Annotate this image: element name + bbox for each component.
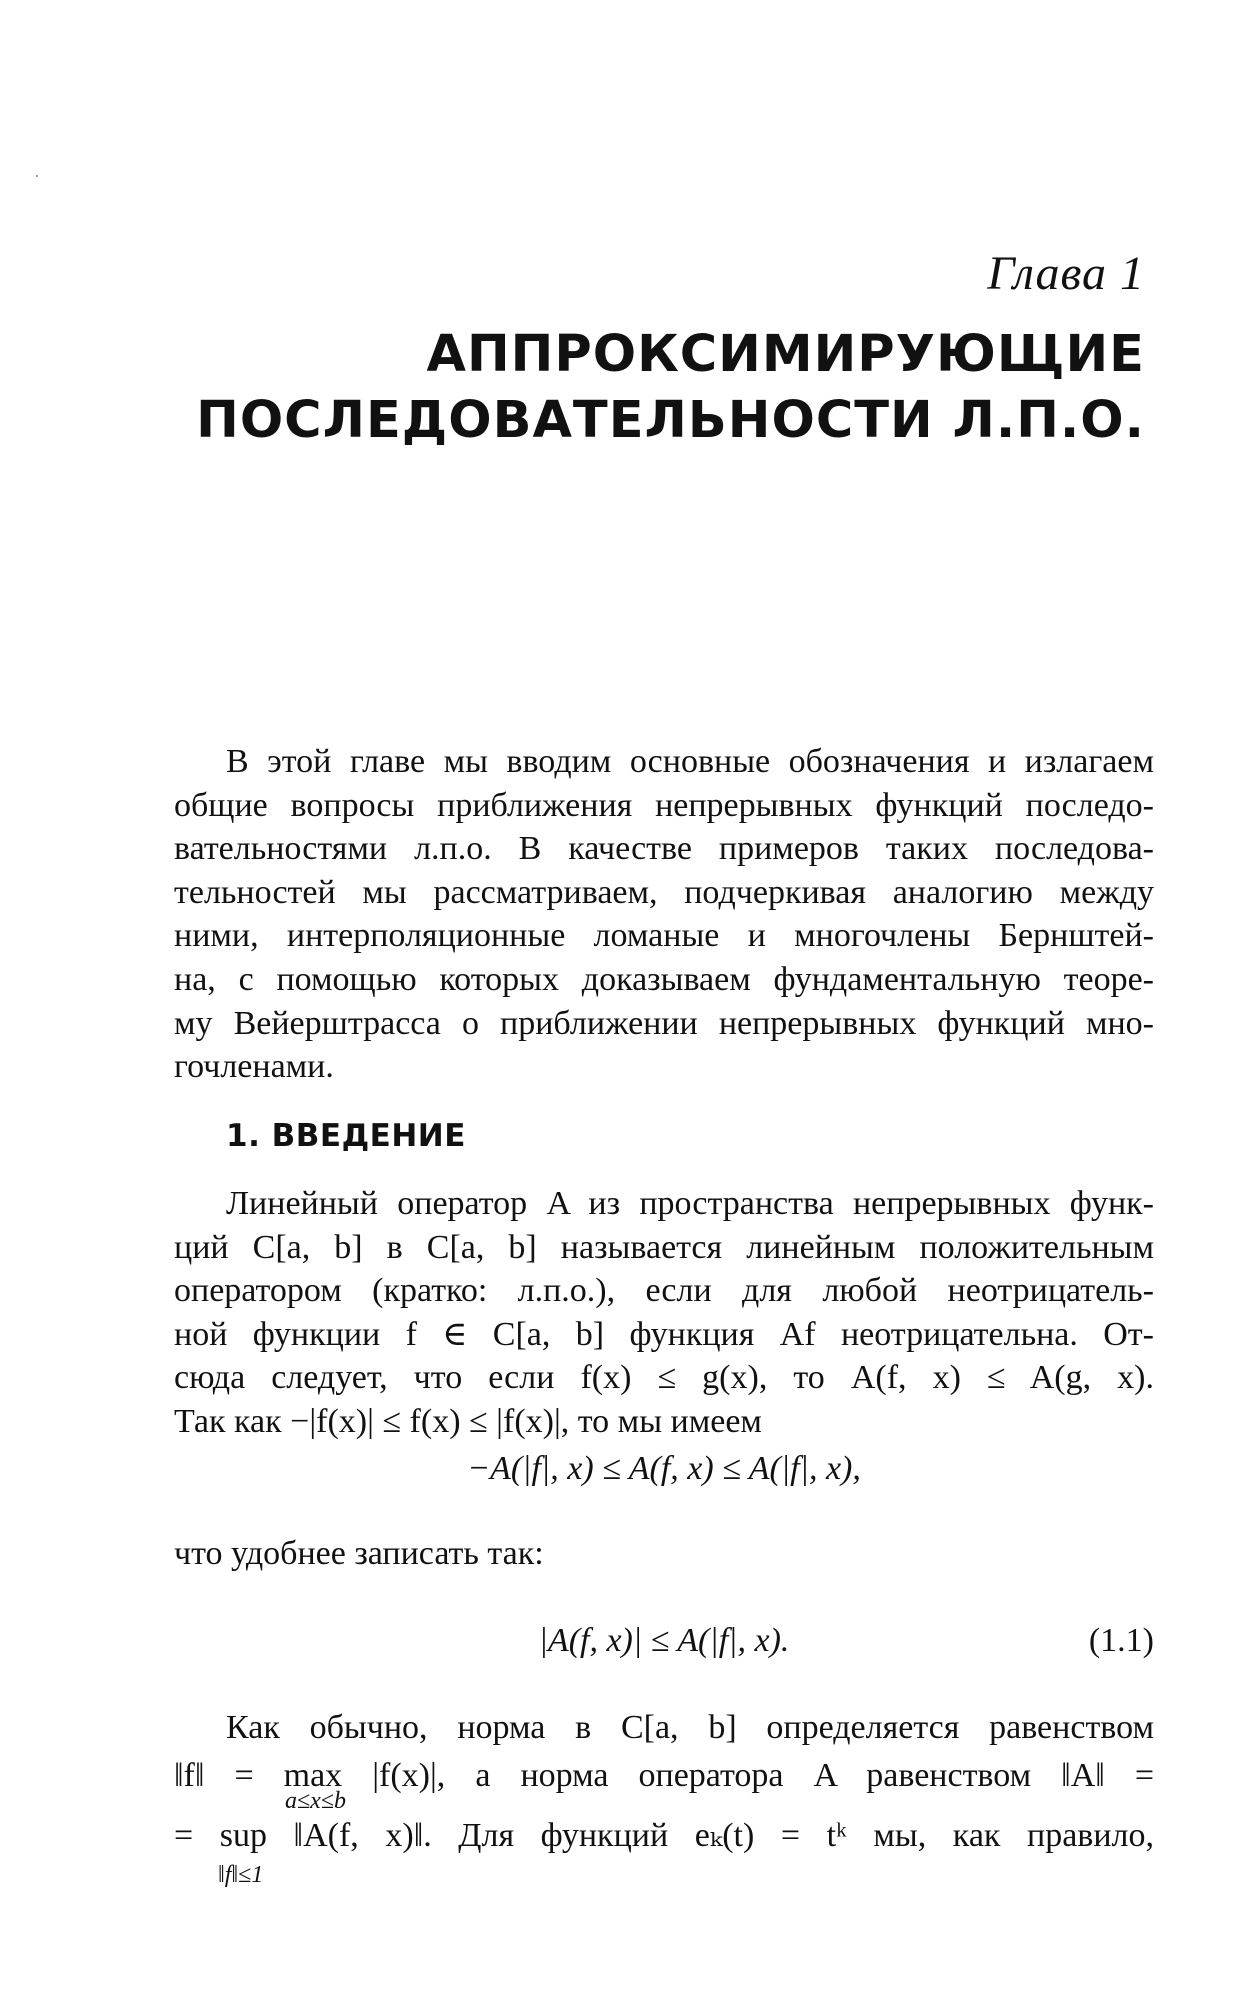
paragraph-line: ций C[a, b] в C[a, b] называется линейным положительным: [174, 1228, 1154, 1266]
section-heading: 1. ВВЕДЕНИЕ: [226, 1118, 466, 1154]
abstract-line: ними, интерполяционные ломаные и многочлены Бернштей-: [174, 917, 1154, 955]
paragraph-line: = sup ‖A(f, x)‖. Для функций eₖ(t) = tᵏ мы, как правило,: [174, 1817, 1154, 1854]
chapter-title-line-1: АППРОКСИМИРУЮЩИЕ: [426, 325, 1145, 384]
abstract-line: общие вопросы приближения непрерывных функций последо-: [174, 786, 1154, 824]
chapter-label: Глава 1: [987, 247, 1145, 300]
paragraph-line: что удобнее записать так:: [174, 1535, 544, 1572]
paragraph-line: Так как −|f(x)| ≤ f(x) ≤ |f(x)|, то мы имеем: [174, 1402, 762, 1440]
abstract-line: вательностями л.п.о. В качестве примеров таких последова-: [174, 830, 1154, 868]
formula-inequality: −A(|f|, x) ≤ A(f, x) ≤ A(|f|, x),: [467, 1450, 861, 1487]
paragraph-norm: [174, 1704, 1154, 1860]
paragraph-line: сюда следует, что если f(x) ≤ g(x), то A(f, x) ≤ A(g, x).: [174, 1359, 1154, 1397]
chapter-title-line-2: ПОСЛЕДОВАТЕЛЬНОСТИ Л.П.О.: [196, 391, 1145, 450]
max-subscript: a≤x≤b: [285, 1788, 346, 1814]
paragraph-line: ной функции f ∈ C[a, b] функция Af неотрицательна. От-: [174, 1315, 1154, 1353]
abstract-line: му Вейерштрасса о приближении непрерывных функций мно-: [174, 1004, 1154, 1042]
paragraph-line: ‖f‖ = max |f(x)|, а норма оператора A равенством ‖A‖ =: [174, 1757, 1154, 1794]
paragraph-definition: [174, 1182, 1154, 1444]
paragraph-transition: [174, 1532, 1154, 1576]
abstract-line: В этой главе мы вводим основные обозначения и излагаем: [226, 743, 1154, 780]
paragraph-line: Как обычно, норма в C[a, b] определяется равенством: [226, 1709, 1154, 1746]
chapter-abstract: [174, 740, 1154, 1089]
formula-1-1: |A(f, x)| ≤ A(|f|, x).: [538, 1622, 790, 1659]
scan-speck: [36, 175, 38, 177]
abstract-line: тельностей мы рассматриваем, подчеркивая аналогию между: [174, 873, 1154, 911]
abstract-line: гочленами.: [174, 1048, 334, 1086]
paragraph-line: Линейный оператор A из пространства непрерывных функ-: [226, 1185, 1154, 1222]
sup-subscript: ‖f‖≤1: [218, 1862, 264, 1888]
paragraph-line: оператором (кратко: л.п.о.), если для любой неотрицатель-: [174, 1272, 1154, 1310]
abstract-line: на, с помощью которых доказываем фундаментальную теоре-: [174, 960, 1154, 998]
chapter-title: [196, 322, 1145, 454]
equation-number: (1.1): [1088, 1622, 1154, 1659]
